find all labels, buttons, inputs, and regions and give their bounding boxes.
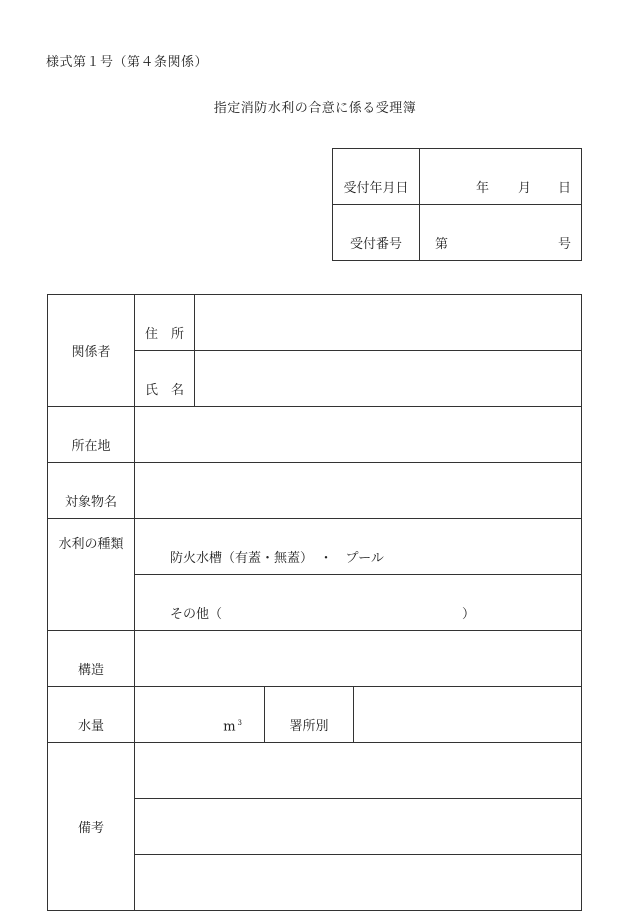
- address-label: 住 所: [135, 295, 195, 351]
- water-type-other-field[interactable]: [135, 575, 582, 631]
- target-label: 対象物名: [48, 463, 135, 519]
- volume-unit: m: [223, 719, 236, 734]
- station-field[interactable]: [354, 687, 582, 743]
- party-label: 関係者: [48, 295, 135, 407]
- receipt-table: [332, 148, 582, 261]
- receipt-date-label: 受付年月日: [333, 149, 420, 205]
- name-label: 氏 名: [135, 351, 195, 407]
- remarks-label: 備考: [48, 743, 135, 911]
- location-field[interactable]: [135, 407, 582, 463]
- month-label: 月: [518, 181, 532, 196]
- water-type-options[interactable]: 防火水槽（有蓋・無蓋） ・ プール: [135, 519, 582, 575]
- day-label: 日: [558, 181, 572, 196]
- name-field[interactable]: [195, 351, 582, 407]
- main-table: [47, 294, 582, 911]
- location-label: 所在地: [48, 407, 135, 463]
- address-field[interactable]: [195, 295, 582, 351]
- receipt-date-field[interactable]: [420, 149, 582, 205]
- other-open: その他（: [170, 607, 223, 622]
- structure-field[interactable]: [135, 631, 582, 687]
- water-type-label: [48, 519, 135, 631]
- other-close: ）: [462, 607, 476, 622]
- year-label: 年: [476, 181, 490, 196]
- page-title: 指定消防水利の合意に係る受理簿: [213, 101, 417, 116]
- remarks-field-3[interactable]: [135, 855, 582, 911]
- volume-unit-exponent: 3: [237, 718, 242, 727]
- station-label: 署所別: [265, 687, 354, 743]
- structure-label: 構造: [48, 631, 135, 687]
- receipt-number-label: 受付番号: [333, 205, 420, 261]
- water-type-label-text: 水利の種類: [58, 536, 124, 552]
- number-prefix: 第: [435, 237, 449, 252]
- volume-label: 水量: [48, 687, 135, 743]
- number-suffix: 号: [558, 237, 572, 252]
- target-field[interactable]: [135, 463, 582, 519]
- volume-field[interactable]: [135, 687, 265, 743]
- form-number: 様式第１号（第４条関係）: [46, 55, 209, 70]
- remarks-field-1[interactable]: [135, 743, 582, 799]
- receipt-number-field[interactable]: [420, 205, 582, 261]
- remarks-field-2[interactable]: [135, 799, 582, 855]
